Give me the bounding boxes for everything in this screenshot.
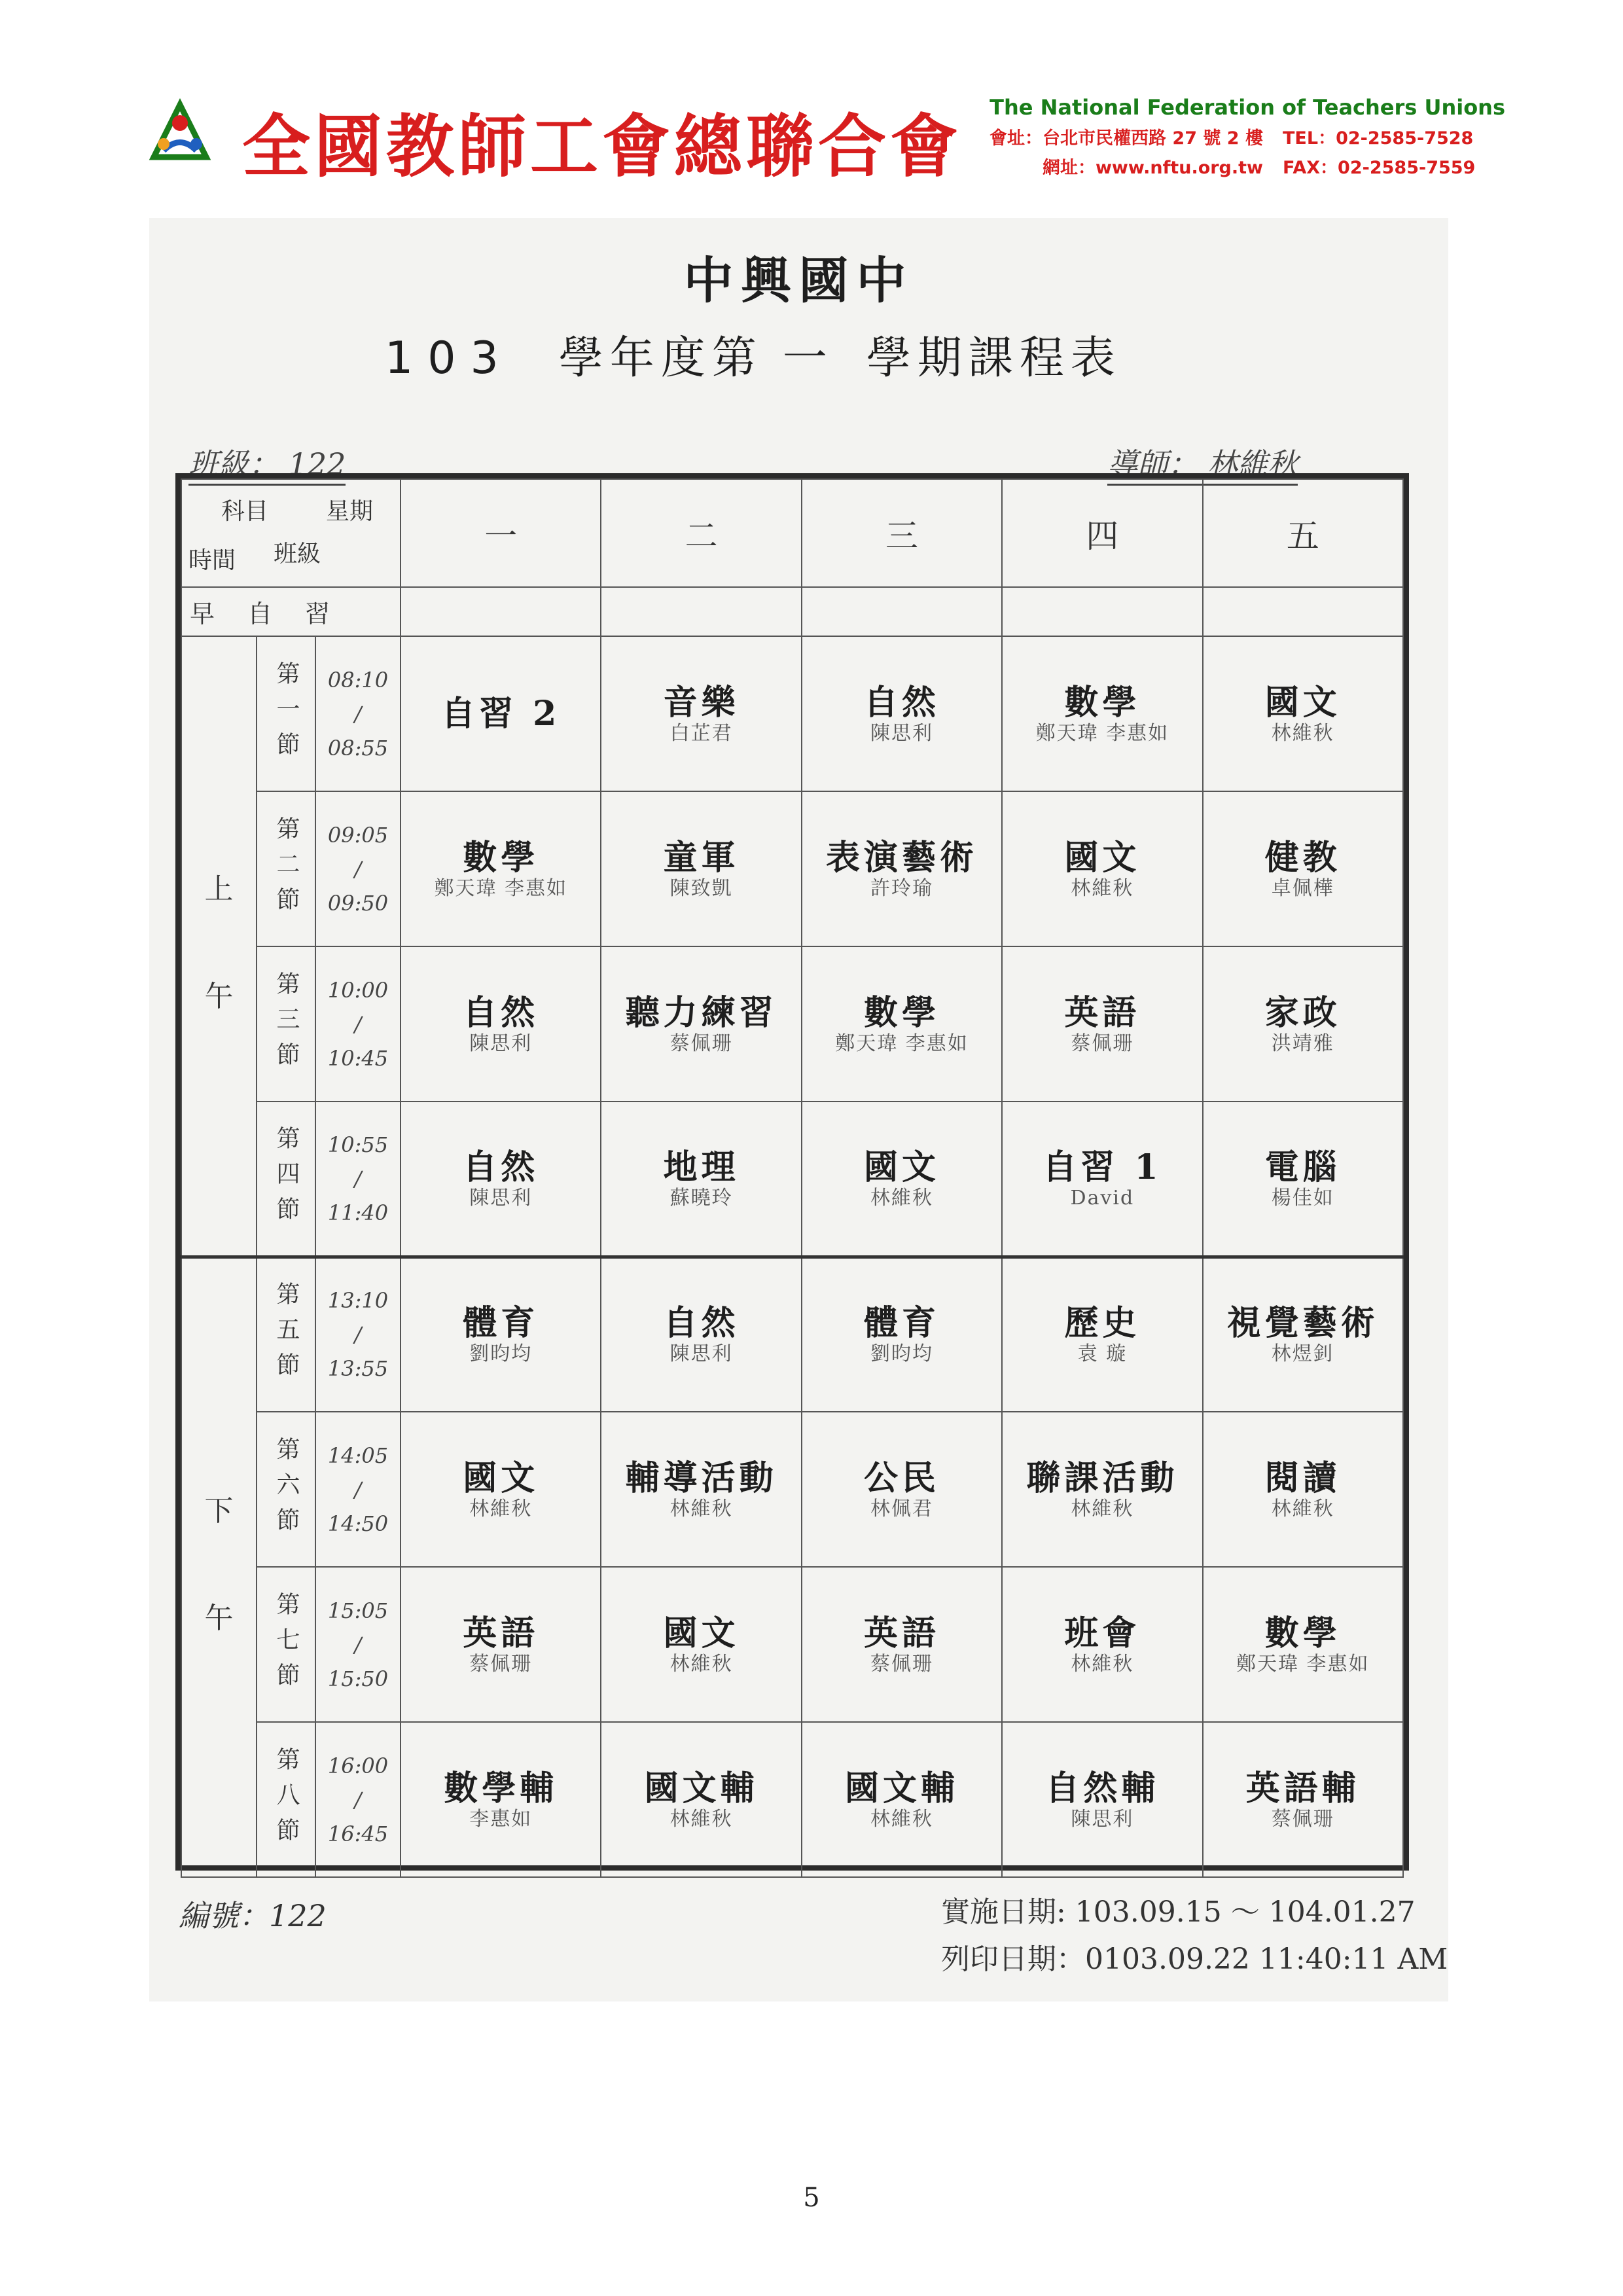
teacher-name: 蔡佩珊	[669, 1031, 733, 1055]
class-cell	[802, 1102, 1002, 1257]
day-header: 一	[401, 479, 601, 587]
org-tel: TEL：02-2585-7528	[1283, 128, 1474, 149]
early-study-cell	[1203, 587, 1403, 636]
early-study-cell	[401, 587, 601, 636]
teacher-name: 蔡佩珊	[870, 1652, 933, 1676]
early-study-label: 早自習	[181, 587, 401, 636]
print-date: 列印日期：0103.09.22 11:40:11 AM	[941, 1943, 1448, 1976]
class-cell	[802, 1412, 1002, 1567]
class-cell	[1203, 636, 1403, 791]
class-cell	[601, 1412, 801, 1567]
teacher-name: 林維秋	[669, 1652, 733, 1676]
org-english-name: The National Federation of Teachers Unions	[990, 95, 1505, 120]
subject-name: 國文	[1264, 682, 1341, 723]
teacher-name: 鄭天瑋 李惠如	[434, 876, 567, 900]
teacher-name: 洪靖雅	[1271, 1031, 1334, 1055]
class-cell	[601, 636, 801, 791]
class-cell	[1002, 1102, 1202, 1257]
period-row	[181, 636, 1403, 791]
org-address: 會址：台北市民權西路 27 號 2 樓	[990, 128, 1263, 149]
period-number: 第六節	[257, 1412, 315, 1567]
class-cell	[802, 791, 1002, 946]
period-start: 09:05	[327, 822, 389, 848]
subject-name: 自習 2	[441, 693, 561, 734]
semester-title	[385, 323, 1122, 386]
class-cell	[1002, 791, 1202, 946]
subject-name: 國文	[663, 1613, 740, 1653]
teacher-name: 陳思利	[870, 721, 933, 745]
period-row	[181, 946, 1403, 1102]
class-cell	[401, 946, 601, 1102]
period-row	[181, 1567, 1403, 1722]
period-time	[315, 1567, 401, 1722]
subject-name: 聯課活動	[1026, 1458, 1179, 1498]
subject-name: 輔導活動	[625, 1458, 777, 1498]
subject-name: 地理	[663, 1147, 740, 1187]
class-cell	[1002, 1722, 1202, 1877]
subject-name: 自然	[463, 1147, 539, 1187]
subject-name: 數學	[1264, 1613, 1341, 1653]
period-end: 13:55	[327, 1356, 389, 1382]
subject-name: 自然	[663, 1303, 740, 1344]
org-name: 全國教師工會總聯合會	[242, 106, 963, 187]
period-separator: /	[354, 1632, 362, 1657]
subject-name: 數學	[864, 992, 940, 1033]
semester-prefix: 學年度第	[558, 332, 763, 384]
subject-name: 自然	[463, 992, 539, 1033]
teacher-name: 林佩君	[870, 1497, 933, 1520]
period-time	[315, 791, 401, 946]
early-study-cell	[802, 587, 1002, 636]
teacher-name: 許玲瑜	[870, 876, 933, 900]
subject-name: 歷史	[1064, 1303, 1141, 1344]
subject-name: 音樂	[663, 682, 740, 723]
subject-name: 聽力練習	[625, 992, 777, 1033]
period-time	[315, 1412, 401, 1567]
period-row	[181, 1722, 1403, 1877]
teacher-name: 陳思利	[1071, 1807, 1134, 1831]
subject-name: 班會	[1064, 1613, 1141, 1653]
afternoon-label	[181, 1257, 257, 1877]
nftu-logo-icon	[144, 98, 216, 170]
subject-name: 英語	[1064, 992, 1141, 1033]
period-separator: /	[354, 701, 362, 726]
period-separator: /	[354, 1011, 362, 1037]
period-separator: /	[354, 1787, 362, 1812]
subject-name: 英語	[463, 1613, 539, 1653]
period-number: 第三節	[257, 946, 315, 1102]
period-end: 15:50	[327, 1666, 389, 1691]
dates-block	[941, 1889, 1448, 1983]
period-end: 09:50	[327, 890, 389, 916]
class-cell	[1203, 1102, 1403, 1257]
period-time	[315, 636, 401, 791]
period-time	[315, 1257, 401, 1412]
period-separator: /	[354, 1166, 362, 1191]
class-cell	[401, 791, 601, 946]
effective-date: 實施日期: 103.09.15 ～ 104.01.27	[941, 1895, 1416, 1929]
subject-name: 自然	[864, 682, 940, 723]
period-end: 08:55	[327, 735, 389, 761]
teacher-name: 林維秋	[1071, 1497, 1134, 1520]
teacher-name: 林維秋	[669, 1807, 733, 1831]
period-start: 08:10	[327, 667, 389, 692]
teacher-name: 林維秋	[1071, 1652, 1134, 1676]
teacher-name: 林維秋	[870, 1807, 933, 1831]
period-time	[315, 1102, 401, 1257]
subject-name: 英語	[864, 1613, 940, 1653]
class-cell	[802, 1722, 1002, 1877]
subject-name: 童軍	[663, 837, 740, 878]
class-cell	[802, 1567, 1002, 1722]
period-end: 11:40	[327, 1200, 389, 1225]
teacher-name: 陳思利	[469, 1186, 533, 1210]
teacher-name: 劉昀均	[469, 1342, 533, 1366]
org-contact-row-1	[929, 124, 1505, 149]
class-cell	[802, 636, 1002, 791]
teacher-name: David	[1070, 1186, 1135, 1210]
teacher-name: 袁 璇	[1077, 1342, 1128, 1366]
teacher-name: 蔡佩珊	[1071, 1031, 1134, 1055]
corner-subject: 科目	[221, 498, 269, 525]
teacher-name: 林維秋	[1071, 876, 1134, 900]
semester-suffix: 學期課程表	[866, 332, 1122, 384]
period-number: 第五節	[257, 1257, 315, 1412]
subject-name: 數學	[1064, 682, 1141, 723]
period-separator: /	[354, 1477, 362, 1502]
period-end: 14:50	[327, 1511, 389, 1536]
class-cell	[401, 1722, 601, 1877]
period-number: 第七節	[257, 1567, 315, 1722]
school-year: 103	[385, 332, 513, 384]
teacher-name: 林維秋	[1271, 1497, 1334, 1520]
class-cell	[1002, 1412, 1202, 1567]
class-cell	[401, 636, 601, 791]
class-cell	[1002, 636, 1202, 791]
semester-number: 一	[782, 332, 834, 384]
teacher-name: 鄭天瑋 李惠如	[835, 1031, 969, 1055]
subject-name: 體育	[864, 1303, 940, 1344]
teacher-name: 楊佳如	[1271, 1186, 1334, 1210]
org-fax: FAX：02-2585-7559	[1283, 158, 1476, 178]
class-cell	[601, 1567, 801, 1722]
subject-name: 閱讀	[1264, 1458, 1341, 1498]
period-start: 14:05	[327, 1443, 389, 1468]
teacher-name: 鄭天瑋 李惠如	[1035, 721, 1169, 745]
early-study-cell	[601, 587, 801, 636]
morning-label-top: 上	[204, 872, 234, 906]
teacher-name: 白芷君	[669, 721, 733, 745]
class-label: 班級： 122	[188, 440, 346, 486]
class-cell	[401, 1102, 601, 1257]
subject-name: 體育	[463, 1303, 539, 1344]
subject-name: 英語輔	[1245, 1768, 1360, 1808]
class-cell	[1203, 1412, 1403, 1567]
teacher-name: 蔡佩珊	[1271, 1807, 1334, 1831]
afternoon-label-top: 下	[204, 1494, 234, 1528]
period-number: 第一節	[257, 636, 315, 791]
subject-name: 自習 1	[1043, 1147, 1162, 1187]
period-time	[315, 1722, 401, 1877]
afternoon-label-bottom: 午	[204, 1601, 234, 1635]
class-cell	[1203, 1257, 1403, 1412]
class-cell	[601, 1257, 801, 1412]
class-cell	[802, 946, 1002, 1102]
teacher-name: 李惠如	[469, 1807, 533, 1831]
period-start: 10:55	[327, 1132, 389, 1157]
teacher-name: 陳思利	[669, 1342, 733, 1366]
subject-name: 國文輔	[845, 1768, 959, 1808]
period-number: 第二節	[257, 791, 315, 946]
class-cell	[1203, 791, 1403, 946]
class-cell	[601, 946, 801, 1102]
period-time	[315, 946, 401, 1102]
org-website: 網址：www.nftu.org.tw	[1042, 158, 1263, 178]
class-cell	[401, 1257, 601, 1412]
homeroom-teacher-label: 導師： 林維秋	[1107, 440, 1298, 486]
morning-label-bottom: 午	[204, 980, 234, 1014]
corner-class: 班級	[274, 541, 321, 567]
class-cell	[1203, 1567, 1403, 1722]
day-header: 五	[1203, 479, 1403, 587]
org-contact-row-2	[929, 153, 1505, 179]
subject-name: 國文	[1064, 837, 1141, 878]
class-cell	[1203, 1722, 1403, 1877]
day-header: 三	[802, 479, 1002, 587]
subject-name: 自然輔	[1045, 1768, 1160, 1808]
teacher-name: 蘇曉玲	[669, 1186, 733, 1210]
teacher-name: 林維秋	[1271, 721, 1334, 745]
org-info	[929, 95, 1505, 179]
sheet-number: 編號：122	[179, 1898, 327, 1933]
teacher-name: 鄭天瑋 李惠如	[1236, 1652, 1370, 1676]
teacher-name: 劉昀均	[870, 1342, 933, 1366]
class-cell	[1203, 946, 1403, 1102]
scanned-timetable	[149, 218, 1448, 2001]
class-cell	[1002, 1257, 1202, 1412]
teacher-name: 林維秋	[469, 1497, 533, 1520]
class-cell	[1002, 946, 1202, 1102]
teacher-name: 陳致凱	[669, 876, 733, 900]
period-separator: /	[354, 1322, 362, 1348]
timetable	[175, 473, 1409, 1871]
teacher-name: 蔡佩珊	[469, 1652, 533, 1676]
period-row	[181, 1102, 1403, 1257]
period-row	[181, 1412, 1403, 1567]
corner-week: 星期	[326, 498, 374, 525]
period-start: 10:00	[327, 977, 389, 1003]
period-row	[181, 1257, 1403, 1412]
day-header: 四	[1002, 479, 1202, 587]
period-row	[181, 791, 1403, 946]
class-cell	[802, 1257, 1002, 1412]
subject-name: 國文	[864, 1147, 940, 1187]
period-number: 第八節	[257, 1722, 315, 1877]
subject-name: 視覺藝術	[1226, 1303, 1379, 1344]
subject-name: 國文	[463, 1458, 539, 1498]
period-separator: /	[354, 856, 362, 882]
header-row	[181, 479, 1403, 587]
subject-name: 國文輔	[644, 1768, 758, 1808]
early-study-cell	[1002, 587, 1202, 636]
page-number: 5	[803, 2183, 820, 2213]
corner-header	[181, 479, 401, 587]
teacher-name: 林煜釗	[1271, 1342, 1334, 1366]
subject-name: 公民	[864, 1458, 940, 1498]
subject-name: 家政	[1264, 992, 1341, 1033]
day-header: 二	[601, 479, 801, 587]
early-study-row	[181, 587, 1403, 636]
subject-name: 數學輔	[444, 1768, 558, 1808]
class-cell	[601, 1722, 801, 1877]
subject-name: 表演藝術	[826, 837, 978, 878]
subject-name: 電腦	[1264, 1147, 1341, 1187]
subject-name: 數學	[463, 837, 539, 878]
class-cell	[601, 1102, 801, 1257]
period-number: 第四節	[257, 1102, 315, 1257]
morning-label	[181, 636, 257, 1257]
teacher-name: 陳思利	[469, 1031, 533, 1055]
period-start: 15:05	[327, 1598, 389, 1623]
class-cell	[601, 791, 801, 946]
subject-name: 健教	[1264, 837, 1341, 878]
class-cell	[1002, 1567, 1202, 1722]
class-cell	[401, 1567, 601, 1722]
teacher-name: 卓佩樺	[1271, 876, 1334, 900]
period-end: 16:45	[327, 1821, 389, 1846]
period-end: 10:45	[327, 1045, 389, 1071]
school-name: 中興國中	[683, 251, 914, 310]
period-start: 16:00	[327, 1753, 389, 1778]
corner-time: 時間	[188, 547, 236, 574]
teacher-name: 林維秋	[669, 1497, 733, 1520]
teacher-name: 林維秋	[870, 1186, 933, 1210]
class-cell	[401, 1412, 601, 1567]
period-start: 13:10	[327, 1288, 389, 1314]
